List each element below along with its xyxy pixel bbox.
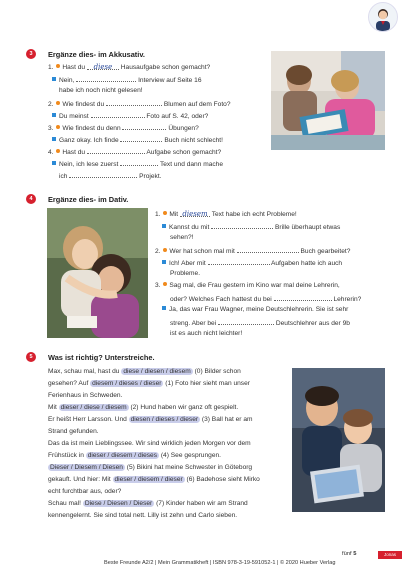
exercise-line: Nein, ich lese zuerst Text und dann mache <box>52 159 223 169</box>
answer-blank[interactable]: diese <box>87 63 119 70</box>
choice-options[interactable]: dieser / diesem / dieser <box>114 476 183 483</box>
exercise-line: 1. Mit diesem Text habe ich echt Probleme! <box>155 210 297 218</box>
orange-bullet-icon <box>56 125 60 129</box>
story-text-part: (3) Ball hat er am <box>200 416 253 423</box>
exercise-line: sehen?! <box>170 234 194 241</box>
story-text-part: (1) Foto hier sieht man unser <box>163 380 250 387</box>
choice-options[interactable]: diesen / dieses / dieser <box>130 416 199 423</box>
story-line <box>48 404 238 412</box>
story-line <box>48 500 248 508</box>
story-line <box>48 368 241 376</box>
exercise-line: 2. Wie findest du Blumen auf dem Foto? <box>48 101 231 108</box>
exercise-line: Ganz okay. Ich finde Buch nicht schlecht! <box>52 135 223 145</box>
story-text-part: Er heißt Herr Larsson. Und <box>48 416 129 423</box>
blue-bullet-icon <box>162 260 166 264</box>
answer-blank[interactable] <box>91 111 145 118</box>
story-text-part: (4) See gesprungen. <box>159 452 221 459</box>
orange-bullet-icon <box>163 248 167 252</box>
blue-bullet-icon <box>52 161 56 165</box>
answer-blank[interactable] <box>76 75 136 82</box>
answer-blank[interactable] <box>211 222 273 229</box>
answer-blank[interactable] <box>69 171 137 178</box>
section-number: 5 <box>26 352 36 362</box>
story-line <box>48 452 221 460</box>
answer-blank[interactable] <box>120 135 162 142</box>
story-text-part: Schau mal! <box>48 500 83 507</box>
story-line <box>48 464 252 472</box>
choice-options[interactable]: diesem / dieses / dieser <box>92 380 162 387</box>
section-number: 3 <box>26 49 36 59</box>
story-text-part: (5) Bikini hat meine Schwester in Göteborg <box>124 464 253 471</box>
section-title: Ergänze dies- im Akkusativ. <box>48 50 145 59</box>
choice-options[interactable]: dieser / diese / diesem <box>60 404 127 411</box>
photo-two-girls <box>47 208 148 338</box>
story-text-part: Strand gefunden. <box>48 428 99 435</box>
story-line <box>48 476 260 484</box>
blue-bullet-icon <box>162 224 166 228</box>
story-line <box>48 416 252 424</box>
story-text-part: (0) Bilder schon <box>192 368 241 375</box>
exercise-line: habe ich noch nicht gelesen! <box>59 87 143 94</box>
section-title: Was ist richtig? Unterstreiche. <box>48 353 155 362</box>
story-text-part: Max, schau mal, hast du <box>48 368 122 375</box>
exercise-line: Ja, das war Frau Wagner, meine Deutschlehrerin. Sie ist sehr <box>162 306 348 314</box>
exercise-line: 2. Wer hat schon mal mit Buch gearbeitet? <box>155 248 351 255</box>
answer-blank[interactable] <box>237 246 299 253</box>
orange-bullet-icon <box>56 101 60 105</box>
answer-blank[interactable] <box>106 99 162 106</box>
exercise-line: streng. Aber bei Deutschlehrer aus der 9b <box>170 320 350 327</box>
exercise-line: Probleme. <box>170 270 201 277</box>
answer-blank[interactable] <box>120 159 158 166</box>
story-text-part: (6) Badehose sieht Mirko <box>184 476 260 483</box>
story-text-part: gesehen? Auf <box>48 380 91 387</box>
page-number: fünf 5 <box>342 551 357 557</box>
exercise-line: Kannst du mit Brille überhaupt etwas <box>162 222 340 232</box>
story-text-part: echt furchtbar aus, oder? <box>48 488 122 495</box>
story-text-part: Mit <box>48 404 59 411</box>
exercise-line: ich Projekt. <box>59 173 162 180</box>
blue-bullet-icon <box>52 113 56 117</box>
choice-options[interactable]: Dieser / Diesem / Diesen <box>50 464 123 471</box>
orange-bullet-icon <box>56 64 60 68</box>
story-text-part: Ferienhaus in Schweden. <box>48 392 123 399</box>
footer-copyright: Beste Freunde A2/2 | Mein Grammatikheft | ISBN 978-3-19-591052-1 | © 2020 Hueber Verlag <box>104 560 336 566</box>
photo-students-reading <box>271 51 385 150</box>
choice-options[interactable]: dieser / diesem / dieses <box>87 452 158 459</box>
answer-blank[interactable] <box>274 294 332 301</box>
orange-bullet-icon <box>163 211 167 215</box>
orange-bullet-icon <box>163 282 167 286</box>
story-line <box>48 512 237 520</box>
story-line <box>48 428 99 436</box>
story-line <box>48 392 122 400</box>
story-text-part: gekauft. Und hier: Mit <box>48 476 113 483</box>
blue-bullet-icon <box>162 306 166 310</box>
photo-boys-laptop <box>292 368 385 512</box>
story-text-part: Frühstück in <box>48 452 86 459</box>
choice-options[interactable]: diese / diesen / diesem <box>123 368 191 375</box>
answer-blank[interactable] <box>208 258 270 265</box>
blue-bullet-icon <box>52 77 56 81</box>
choice-options[interactable]: Diese / Diesen / Dieser <box>84 500 153 507</box>
story-line <box>48 488 121 496</box>
exercise-line: 1. Hast du diese Hausaufgabe schon gemacht? <box>48 63 211 71</box>
exercise-line: Ich! Aber mit Aufgaben hatte ich auch <box>162 258 342 268</box>
story-line <box>48 440 251 448</box>
story-text-part: (2) Hund haben wir ganz oft gespielt. <box>128 404 239 411</box>
exercise-line: 3. Sag mal, die Frau gestern im Kino war mal deine Lehrerin, <box>155 282 340 289</box>
answer-blank[interactable] <box>122 123 166 130</box>
avatar <box>368 2 398 32</box>
story-text-part: (7) Kinder haben wir am Strand <box>154 500 248 507</box>
exercise-line: Nein, Interview auf Seite 16 <box>52 75 202 85</box>
page-tag: Jonas <box>378 551 402 559</box>
exercise-line: 4. Hast du Aufgabe schon gemacht? <box>48 149 222 156</box>
exercise-line: Du meinst Foto auf S. 42, oder? <box>52 111 208 121</box>
avatar-icon <box>369 3 397 31</box>
section-title: Ergänze dies- im Dativ. <box>48 195 129 204</box>
answer-blank[interactable] <box>218 318 274 325</box>
answer-blank[interactable]: diesem <box>180 210 210 217</box>
story-line <box>48 380 250 388</box>
exercise-line: 3. Wie findest du denn Übungen? <box>48 125 199 132</box>
exercise-line: ist es auch nicht leichter! <box>170 330 243 337</box>
section-number: 4 <box>26 194 36 204</box>
answer-blank[interactable] <box>87 147 145 154</box>
story-text-part: Das da ist mein Lieblingssee. Wir sind wirklich jeden Morgen vor dem <box>48 440 251 447</box>
blue-bullet-icon <box>52 137 56 141</box>
exercise-line: oder? Welches Fach hattest du bei Lehrerin? <box>170 296 362 303</box>
story-text-part: kennengelernt. Sie sind total nett. Lilly ist zehn und Carlo sieben. <box>48 512 238 519</box>
orange-bullet-icon <box>56 149 60 153</box>
